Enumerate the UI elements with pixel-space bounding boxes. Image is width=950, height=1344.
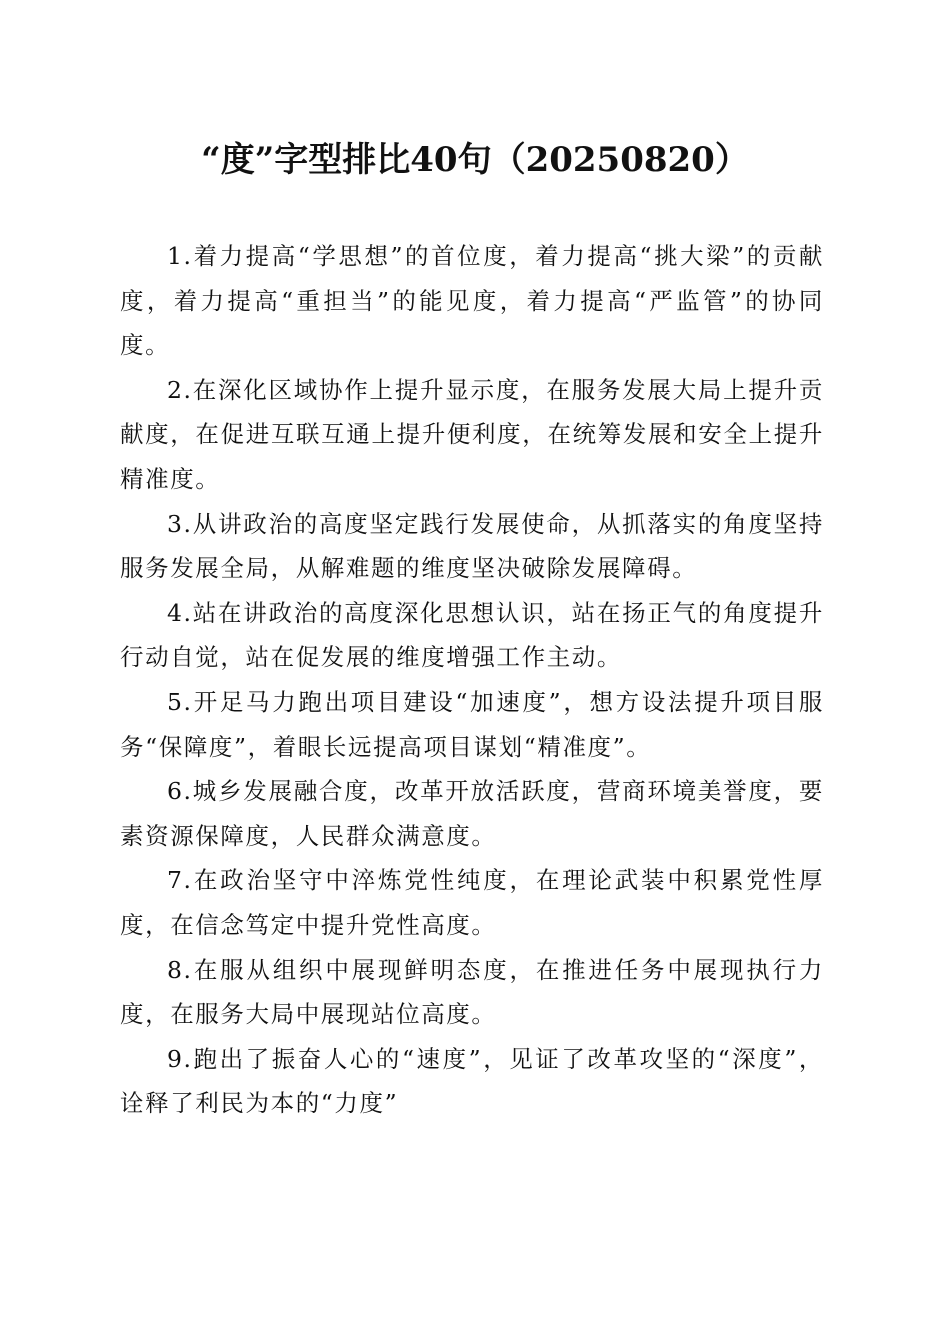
paragraph-6: 6.城乡发展融合度，改革开放活跃度，营商环境美誉度，要素资源保障度，人民群众满意度。 [120, 777, 824, 850]
paragraph-3: 3.从讲政治的高度坚定践行发展使命，从抓落实的角度坚持服务发展全局，从解难题的维度坚决破除发展障碍。 [120, 509, 824, 583]
paragraph-5: 5.开足马力跑出项目建设“加速度”，想方设法提升项目服务“保障度”，着眼长远提高项目谋划“精准度”。 [120, 687, 824, 761]
paragraph-9: 9.跑出了振奋人心的“速度”，见证了改革攻坚的“深度”，诠释了利民为本的“力度” [120, 1044, 824, 1118]
paragraph-8: 8.在服从组织中展现鲜明态度，在推进任务中展现执行力度，在服务大局中展现站位高度。 [120, 955, 824, 1029]
paragraph-2: 2.在深化区域协作上提升显示度，在服务发展大局上提升贡献度，在促进互联互通上提升便利度，在统筹发展和安全上提升精准度。 [120, 375, 824, 493]
paragraph-7: 7.在政治坚守中淬炼党性纯度，在理论武装中积累党性厚度，在信念笃定中提升党性高度。 [120, 866, 824, 939]
document-title: “度”字型排比40句（20250820） [201, 140, 749, 180]
paragraph-4: 4.站在讲政治的高度深化思想认识，站在扬正气的角度提升行动自觉，站在促发展的维度增强工作主动。 [120, 598, 824, 672]
paragraph-1: 1.着力提高“学思想”的首位度，着力提高“挑大梁”的贡献度，着力提高“重担当”的能见度，着力提高“严监管”的协同度。 [120, 242, 824, 360]
document-body [120, 234, 824, 1126]
